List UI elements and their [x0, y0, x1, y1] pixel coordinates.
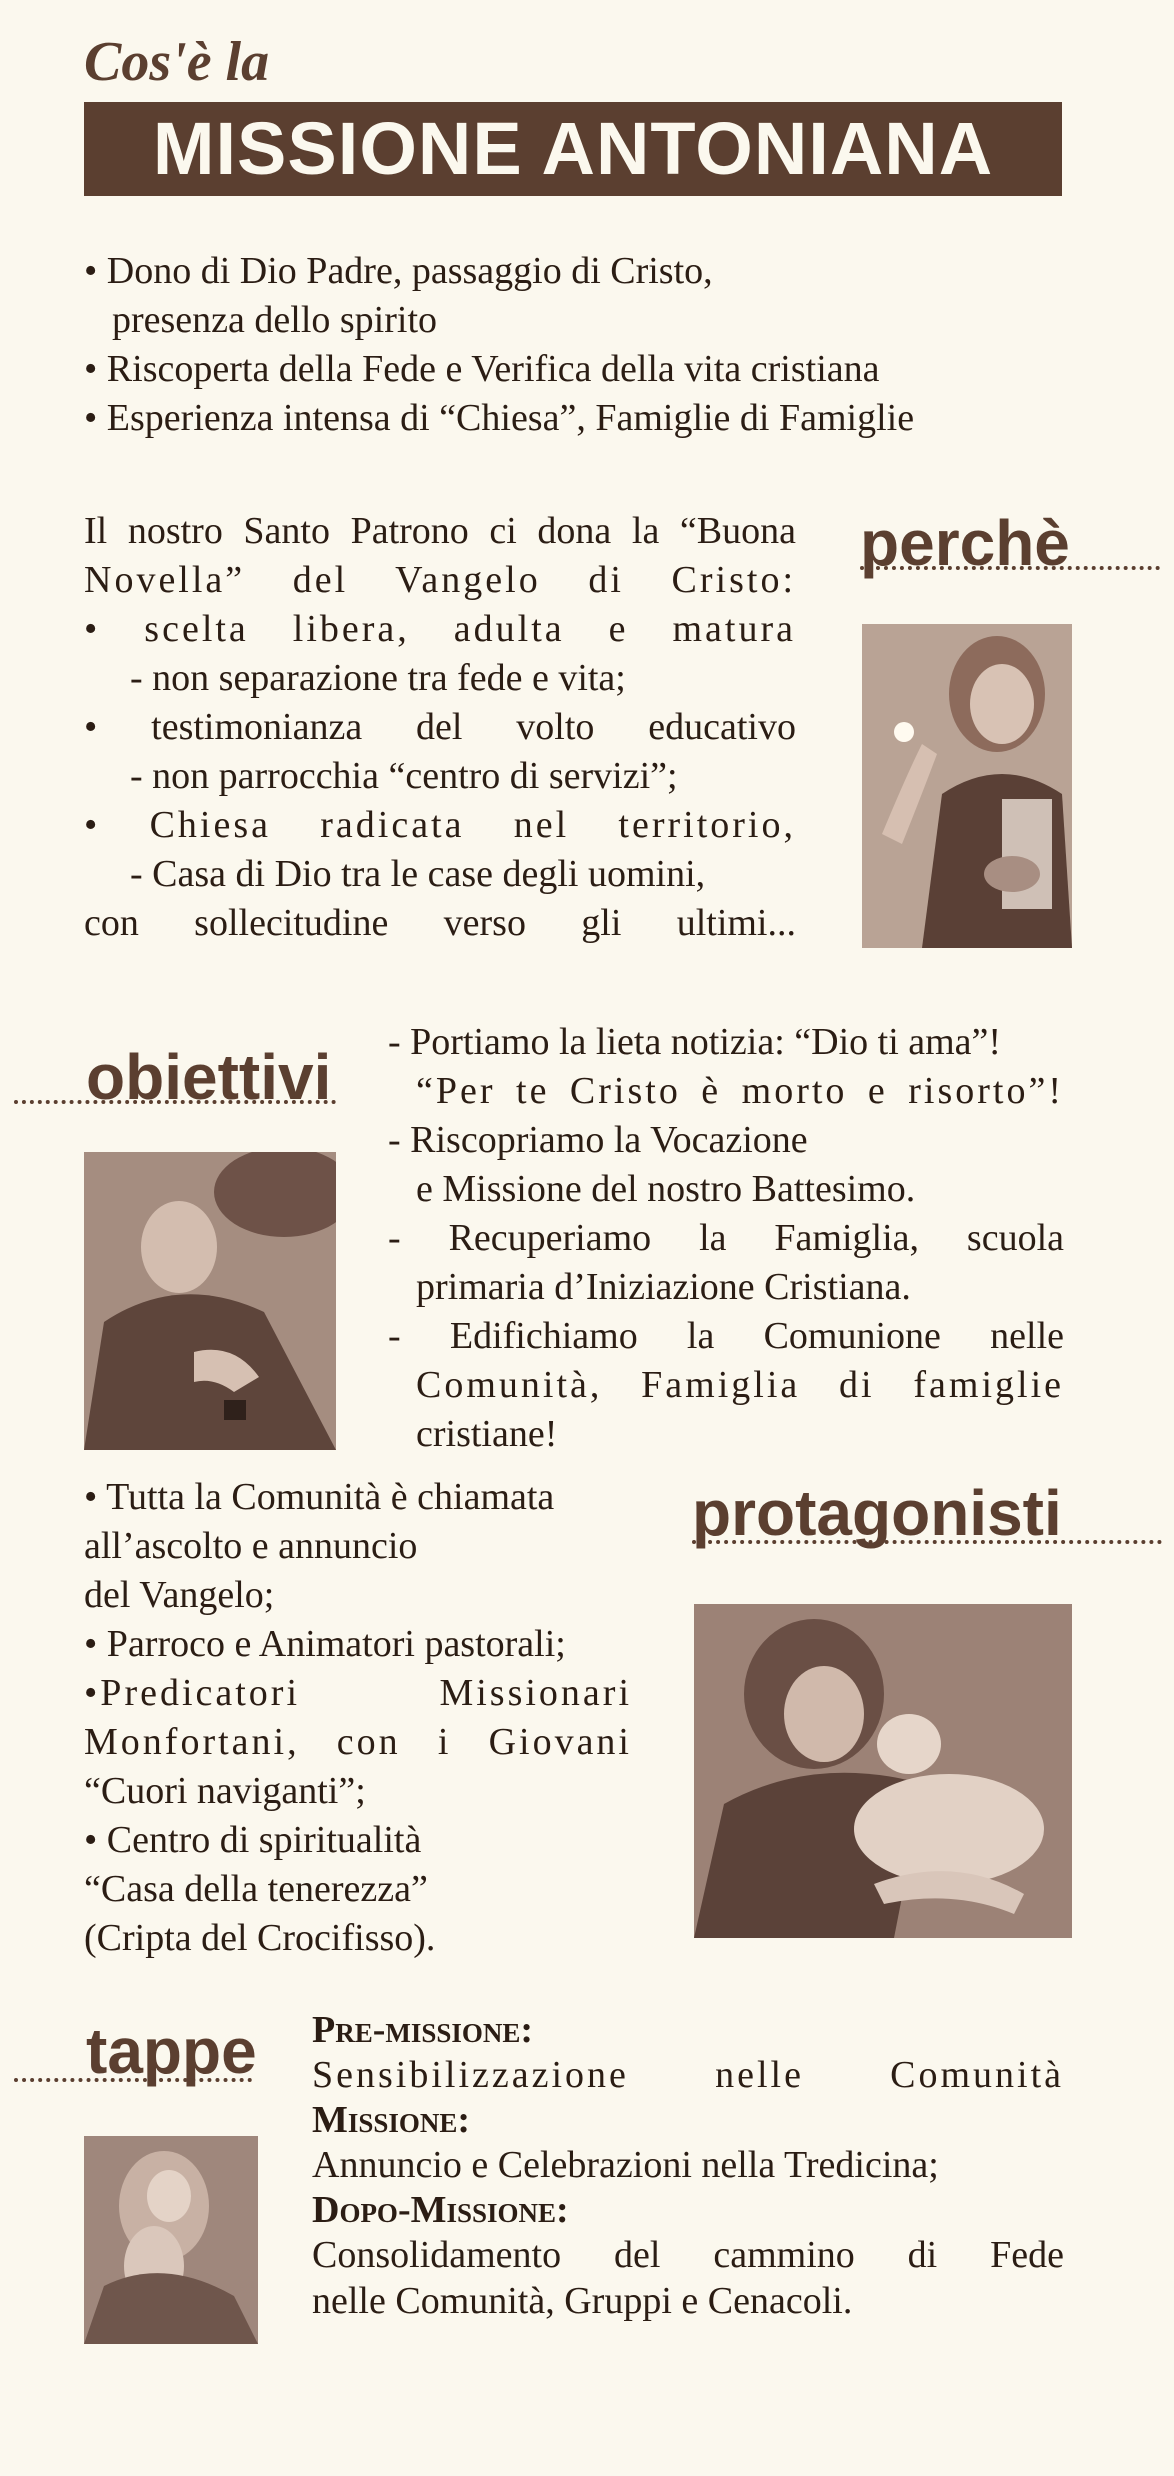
- obiettivi-line: - Portiamo la lieta notizia: “Dio ti ama”!: [388, 1021, 1002, 1063]
- perche-line: • scelta libera, adulta e matura: [84, 608, 796, 650]
- protagonisti-line: • Parroco e Animatori pastorali;: [84, 1623, 566, 1665]
- tappe-heading: tappe: [86, 2015, 257, 2087]
- obiettivi-line: cristiane!: [416, 1413, 558, 1455]
- intro-section: [84, 247, 1064, 443]
- perche-section: [84, 507, 796, 948]
- intro-line: presenza dello spirito: [112, 299, 438, 341]
- protagonisti-line: Monfortani, con i Giovani: [84, 1721, 632, 1763]
- protagonisti-line: all’ascolto e annuncio: [84, 1525, 418, 1567]
- madonna-child-image: [84, 2136, 258, 2344]
- protagonisti-section: [84, 1473, 632, 1963]
- perche-heading: perchè: [860, 507, 1070, 579]
- obiettivi-line: - Edifichiamo la Comunione nelle: [388, 1315, 1064, 1357]
- tappe-label-dopomissione: Dopo-Missione:: [312, 2189, 569, 2231]
- protagonisti-line: • Centro di spiritualità: [84, 1819, 422, 1861]
- protagonisti-dotted-rule: [692, 1540, 1162, 1544]
- obiettivi-dotted-rule: [14, 1100, 336, 1104]
- tappe-label-premissione: Pre-missione:: [312, 2009, 534, 2051]
- obiettivi-line: - Recuperiamo la Famiglia, scuola: [388, 1217, 1064, 1259]
- perche-dotted-rule: [860, 566, 1160, 570]
- tappe-text-premissione: Sensibilizzazione nelle Comunità: [312, 2054, 1064, 2096]
- perche-line: Novella” del Vangelo di Cristo:: [84, 559, 796, 601]
- perche-line: - non parrocchia “centro di servizi”;: [130, 755, 678, 797]
- saint-anthony-prayer-image: [84, 1152, 336, 1450]
- pretitle: Cos'è la: [84, 31, 270, 93]
- tappe-last-line: nelle Comunità, Gruppi e Cenacoli.: [312, 2280, 853, 2322]
- obiettivi-line: - Riscopriamo la Vocazione: [388, 1119, 808, 1161]
- tappe-label-missione: Missione:: [312, 2099, 471, 2141]
- protagonisti-line: •Predicatori Missionari: [84, 1672, 632, 1714]
- protagonisti-heading: protagonisti: [692, 1477, 1062, 1549]
- perche-line: - Casa di Dio tra le case degli uomini,: [130, 853, 706, 895]
- obiettivi-line: e Missione del nostro Battesimo.: [416, 1168, 916, 1210]
- perche-line: Il nostro Santo Patrono ci dona la “Buona: [84, 510, 796, 552]
- obiettivi-line: Comunità, Famiglia di famiglie: [416, 1364, 1064, 1406]
- saint-anthony-child-image: [694, 1604, 1072, 1938]
- tappe-dotted-rule: [14, 2078, 252, 2082]
- perche-line: con sollecitudine verso gli ultimi...: [84, 902, 796, 944]
- page-title: MISSIONE ANTONIANA: [84, 102, 1062, 196]
- protagonisti-line: “Cuori naviganti”;: [84, 1770, 366, 1812]
- protagonisti-line: del Vangelo;: [84, 1574, 275, 1616]
- obiettivi-line: “Per te Cristo è morto e risorto”!: [416, 1070, 1064, 1112]
- protagonisti-line: • Tutta la Comunità è chiamata: [84, 1476, 555, 1518]
- perche-line: • testimonianza del volto educativo: [84, 706, 796, 748]
- obiettivi-heading: obiettivi: [86, 1041, 332, 1113]
- intro-line: • Dono di Dio Padre, passaggio di Cristo,: [84, 250, 713, 292]
- perche-line: • Chiesa radicata nel territorio,: [84, 804, 796, 846]
- tappe-text-dopomissione: Consolidamento del cammino di Fede: [312, 2234, 1064, 2276]
- saint-anthony-eucharist-image: [862, 624, 1072, 948]
- tappe-text-missione: Annuncio e Celebrazioni nella Tredicina;: [312, 2144, 939, 2186]
- perche-line: - non separazione tra fede e vita;: [130, 657, 626, 699]
- protagonisti-line: (Cripta del Crocifisso).: [84, 1917, 436, 1959]
- protagonisti-line: “Casa della tenerezza”: [84, 1868, 428, 1910]
- obiettivi-line: primaria d’Iniziazione Cristiana.: [416, 1266, 911, 1308]
- tappe-section: [312, 2008, 1064, 2324]
- obiettivi-section: [388, 1018, 1064, 1459]
- intro-line: • Riscoperta della Fede e Verifica della vita cristiana: [84, 348, 880, 390]
- intro-line: • Esperienza intensa di “Chiesa”, Famiglie di Famiglie: [84, 397, 915, 439]
